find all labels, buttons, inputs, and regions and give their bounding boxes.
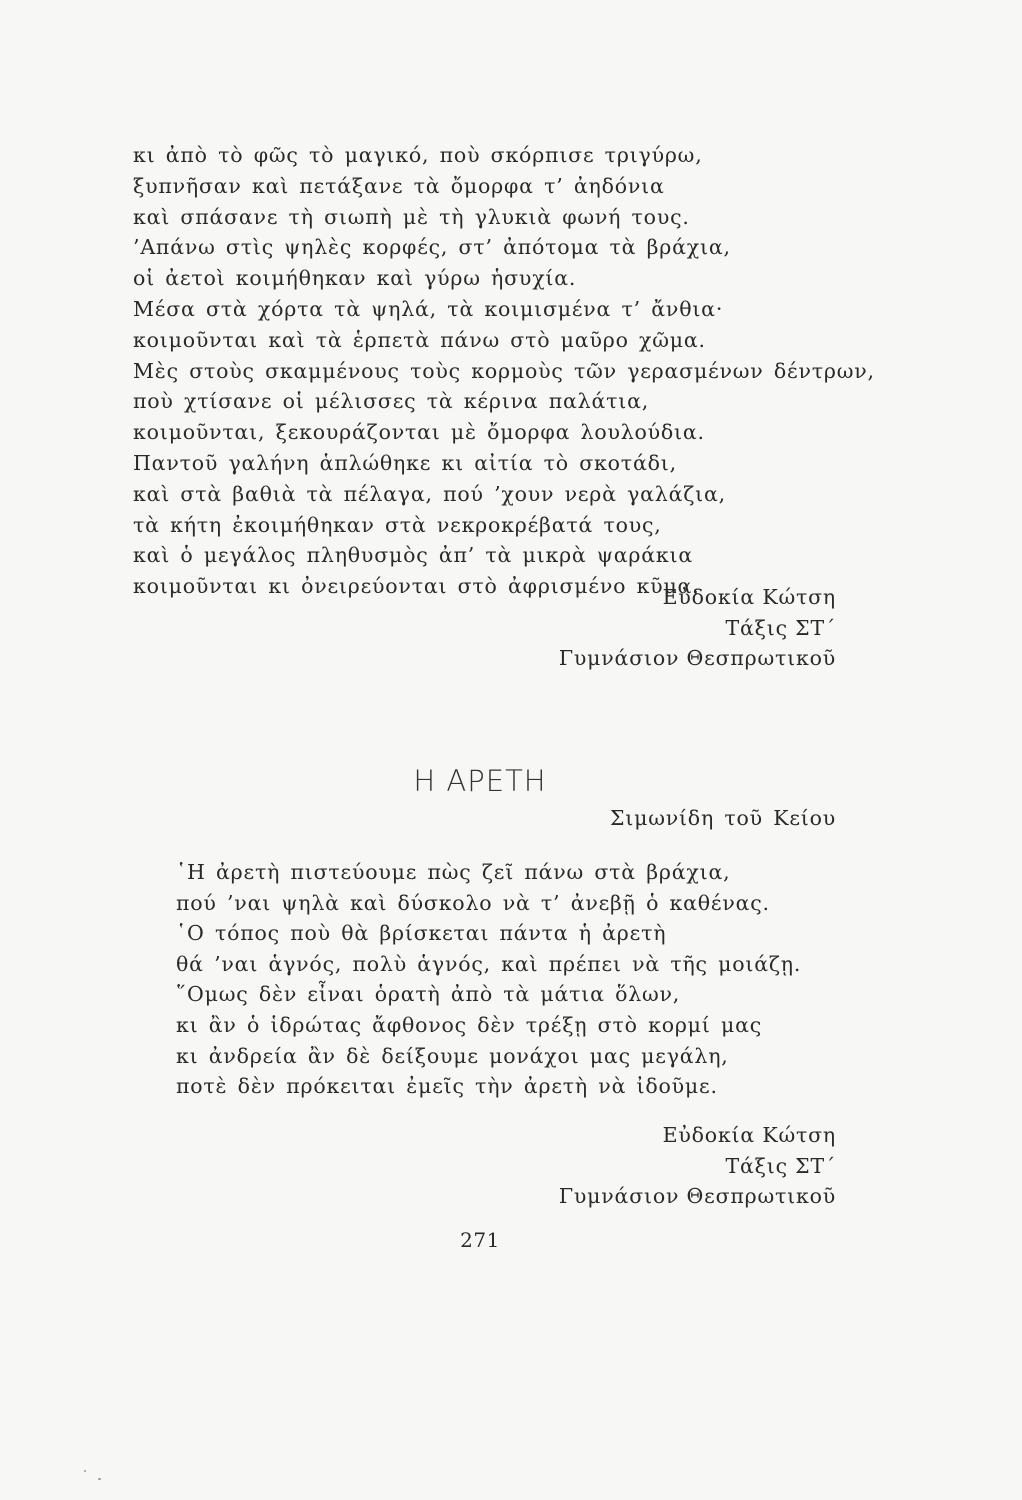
poem-line: Μὲς στοὺς σκαμμένους τοὺς κορμοὺς τῶν γερασμένων δέντρων, [133,358,875,383]
poem-line: ’Απάνω στὶς ψηλὲς κορφές, στ’ ἀπότομα τὰ βράχια, [133,235,731,260]
poem-line: ῾Η ἀρετὴ πιστεύουμε πὼς ζεῖ πάνω στὰ βράχια, [176,860,731,884]
scan-speck [98,1478,101,1480]
poem-line: κι ἂν ὁ ἱδρώτας ἄφθονος δὲν τρέξῃ στὸ κορμί μας [176,1012,763,1037]
poem-line: ξυπνῆσαν καὶ πετάξανε τὰ ὄμορφα τ’ ἀηδόνια [133,173,665,198]
scan-speck [84,1470,86,1472]
poem-subtitle: Σιμωνίδη τοῦ Κείου [609,806,836,830]
poem-line: Παντοῦ γαλήνη ἁπλώθηκε κι αἰτία τὸ σκοτάδι, [133,450,677,475]
poem-line: θά ’ναι ἁγνός, πολὺ ἁγνός, καὶ πρέπει νὰ τῆς μοιάζῃ. [176,951,802,976]
poem-line: κι ἀπὸ τὸ φῶς τὸ μαγικό, ποὺ σκόρπισε τριγύρω, [133,143,703,167]
poem-line: καὶ σπάσανε τὴ σιωπὴ μὲ τὴ γλυκιὰ φωνή τους. [133,204,690,229]
author-signature [559,582,836,674]
poem-line: πού ’ναι ψηλὰ καὶ δύσκολο νὰ τ’ ἀνεβῇ ὁ καθένας. [176,890,770,915]
author-school: Γυμνάσιον Θεσπρωτικοῦ [558,1184,836,1208]
poem-line: κοιμοῦνται κι ὀνειρεύονται στὸ ἀφρισμένο κῦμα. [133,574,700,599]
poem-line: ποὺ χτίσανε οἱ μέλισσες τὰ κέρινα παλάτια, [133,389,650,414]
poem-line: καὶ στὰ βαθιὰ τὰ πέλαγα, πoύ ’χουν νερὰ γαλάζια, [133,481,726,506]
author-class: Τάξις ΣΤ΄ [725,1153,836,1178]
poem-line: οἱ ἀετοὶ κοιμήθηκαν καὶ γύρω ἡσυχία. [133,266,577,291]
poem-line: καὶ ὁ μεγάλος πληθυσμὸς ἀπ’ τὰ μικρὰ ψαράκια [133,543,693,568]
author-signature [559,1120,836,1212]
poem-line: κοιμοῦνται καὶ τὰ ἑρπετὰ πάνω στὸ μαῦρο χῶμα. [133,327,706,352]
poem-line: ῞Ομως δὲν εἶναι ὁρατὴ ἀπὸ τὰ μάτια ὅλων, [176,982,681,1007]
poem-title: Η ΑΡΕΤΗ [413,764,547,798]
poem-continuation [133,140,875,602]
author-school: Γυμνάσιον Θεσπρωτικοῦ [558,646,836,670]
author-name: Εὐδοκία Κώτση [662,1123,836,1147]
poem-line: Μέσα στὰ χόρτα τὰ ψηλά, τὰ κοιμισμένα τ’ ἄνθια· [133,296,724,321]
page-number: 271 [460,1228,500,1252]
author-class: Τάξις ΣΤ΄ [725,615,836,640]
poem-line: κι ἀνδρεία ἂν δὲ δείξουμε μονάχοι μας μεγάλη, [176,1043,729,1068]
poem-line: ῾Ο τόπος ποὺ θὰ βρίσκεται πάντα ἡ ἀρετὴ [176,921,667,946]
poem-line: τὰ κήτη ἐκοιμήθηκαν στὰ νεκροκρέβατά τους, [133,512,662,537]
poem-line: ποτὲ δὲν πρόκειται ἐμεῖς τὴν ἀρετὴ νὰ ἰδοῦμε. [176,1074,718,1099]
poem-line: κοιμοῦνται, ξεκουράζονται μὲ ὄμορφα λουλούδια. [133,420,705,445]
author-name: Εὐδοκία Κώτση [662,585,836,609]
poem-body [176,857,876,1102]
